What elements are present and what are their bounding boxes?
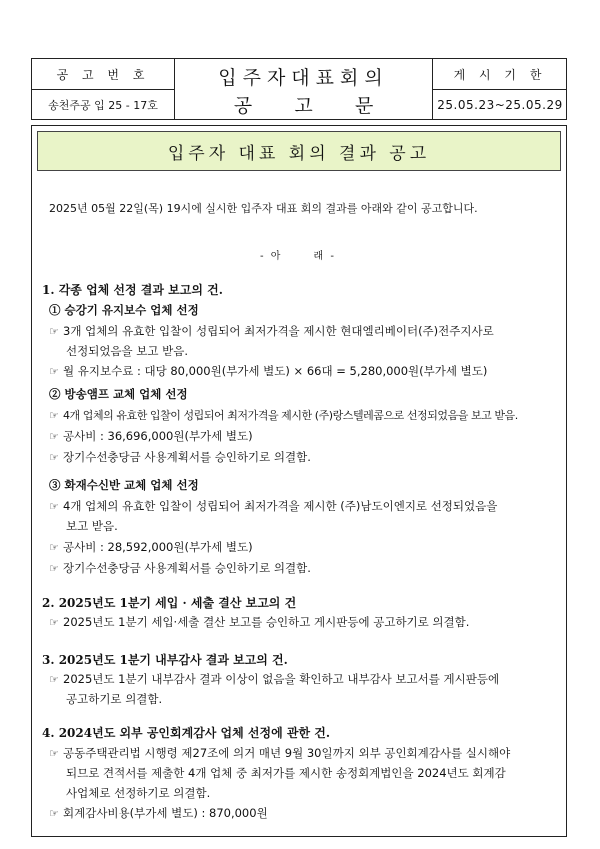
list-item: ☞ 4개 업체의 유효한 입찰이 성립되어 최저가격을 제시한 (주)남도이엔지로 선정되었음을 xyxy=(49,499,498,513)
pointer-icon: ☞ xyxy=(49,673,59,686)
notice-no-value: 송천주공 입 25 - 17호 xyxy=(48,99,158,112)
list-item: ☞ 회계감사비용(부가세 별도) : 870,000원 xyxy=(49,806,268,820)
section-1-title: 1. 각종 업체 선정 결과 보고의 건. xyxy=(42,283,223,297)
list-item-cont: 공고하기로 의결함. xyxy=(66,692,163,706)
notice-header-table xyxy=(31,58,567,120)
pointer-icon: ☞ xyxy=(49,325,59,338)
doc-title-line1: 입주자대표회의 xyxy=(218,66,389,89)
pointer-icon: ☞ xyxy=(49,807,59,820)
sub-1-title: ① 승강기 유지보수 업체 선정 xyxy=(49,303,199,317)
list-item: ☞ 2025년도 1분기 내부감사 결과 이상이 없음을 확인하고 내부감사 보고서를 게시판등에 xyxy=(49,672,500,686)
pointer-icon: ☞ xyxy=(49,747,59,760)
list-item: ☞ 2025년도 1분기 세입·세출 결산 보고를 승인하고 게시판등에 공고하기로 의결함. xyxy=(49,615,470,629)
pointer-icon: ☞ xyxy=(49,616,59,629)
list-item: ☞ 3개 업체의 유효한 입찰이 성립되어 최저가격을 제시한 현대엘리베이터(주)전주지사로 xyxy=(49,324,494,338)
list-item: ☞ 장기수선충당금 사용계획서를 승인하기로 의결함. xyxy=(49,561,311,575)
result-banner xyxy=(37,131,561,171)
banner-title: 입주자 대표 회의 결과 공고 xyxy=(167,143,431,164)
pointer-icon: ☞ xyxy=(49,562,59,575)
list-item: ☞ 월 유지보수료 : 대당 80,000원(부가세 별도) × 66대 = 5,280,000원(부가세 별도) xyxy=(49,364,488,378)
list-item: ☞ 공사비 : 28,592,000원(부가세 별도) xyxy=(49,540,253,554)
posting-period-label: 게 시 기 한 xyxy=(453,67,547,82)
list-item: ☞ 공동주택관리법 시행령 제27조에 의거 매년 9월 30일까지 외부 공인회계감사를 실시해야 xyxy=(49,746,511,760)
pointer-icon: ☞ xyxy=(49,500,59,513)
pointer-icon: ☞ xyxy=(49,365,59,378)
intro-text: 2025년 05월 22일(목) 19시에 실시한 입주자 대표 회의 결과를 아래와 같이 공고합니다. xyxy=(49,202,478,215)
section-2-title: 2. 2025년도 1분기 세입 · 세출 결산 보고의 건 xyxy=(42,596,297,610)
notice-no-label: 공 고 번 호 xyxy=(56,67,150,82)
pointer-icon: ☞ xyxy=(49,541,59,554)
list-item-cont: 되므로 견적서를 제출한 4개 업체 중 최저가를 제시한 송정회계법인을 2024년도 회계감 xyxy=(66,766,506,780)
doc-title-line2: 공 고 문 xyxy=(233,94,374,117)
pointer-icon: ☞ xyxy=(49,451,59,464)
sub-2-title: ② 방송앰프 교체 업체 선정 xyxy=(49,387,188,401)
list-item-cont: 선정되었음을 보고 받음. xyxy=(66,344,189,358)
list-item: ☞ 장기수선충당금 사용계획서를 승인하기로 의결함. xyxy=(49,450,311,464)
section-4-title: 4. 2024년도 외부 공인회계감사 업체 선정에 관한 건. xyxy=(42,726,331,740)
posting-period-value: 25.05.23~25.05.29 xyxy=(437,98,563,112)
list-item-cont: 보고 받음. xyxy=(66,519,118,533)
list-item: ☞ 공사비 : 36,696,000원(부가세 별도) xyxy=(49,429,253,443)
list-item: ☞ 4개 업체의 유효한 입찰이 성립되어 최저가격을 제시한 (주)랑스텔레콤으로 선정되었음을 보고 받음. xyxy=(49,409,518,422)
list-item-cont: 사업체로 선정하기로 의결함. xyxy=(66,786,211,800)
below-marker: - 아 래 - xyxy=(260,251,336,262)
pointer-icon: ☞ xyxy=(49,430,59,443)
pointer-icon: ☞ xyxy=(49,409,59,422)
section-3-title: 3. 2025년도 1분기 내부감사 결과 보고의 건. xyxy=(42,653,288,667)
sub-3-title: ③ 화재수신반 교체 업체 선정 xyxy=(49,478,199,492)
